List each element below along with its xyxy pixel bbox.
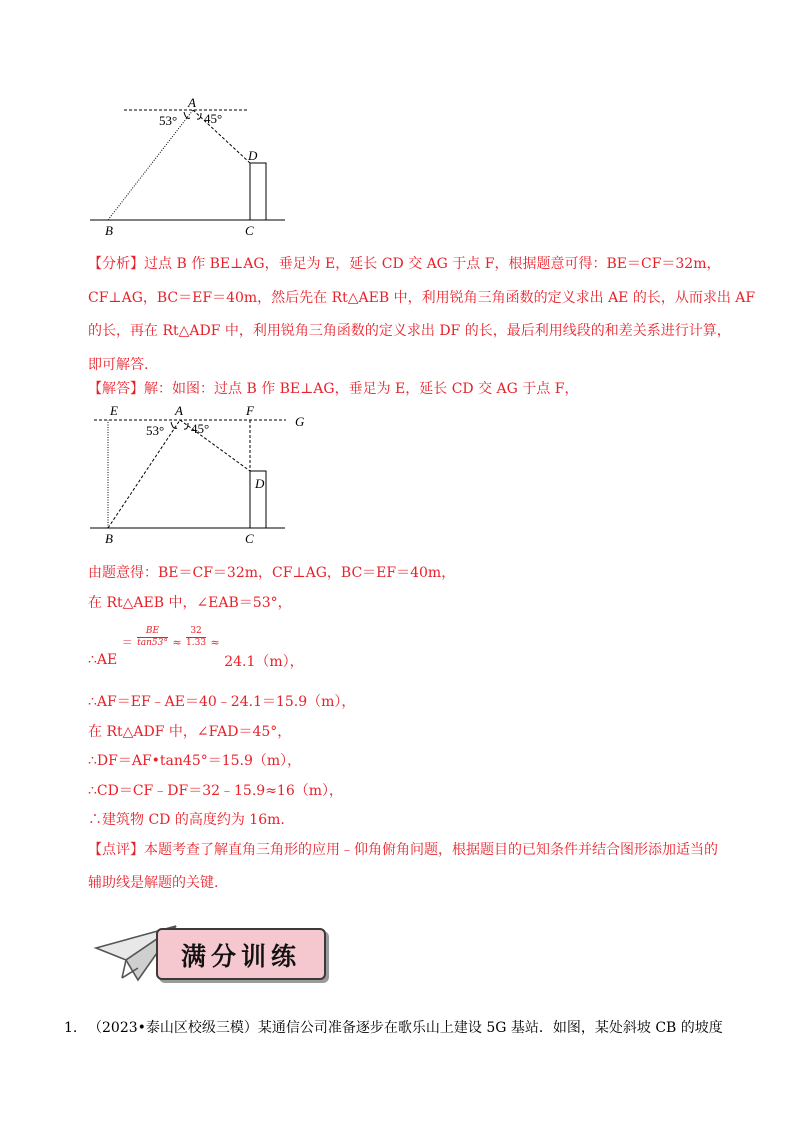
solution-step-8: ∴建筑物 CD 的高度约为 16m. [88,812,285,828]
solution-intro: 【解答】解：如图：过点 B 作 BE⊥AG，垂足为 E，延长 CD 交 AG 于点 F， [88,381,579,397]
label-angle-53: 53° [146,423,165,438]
fraction-32-133: $\frac{32}{1.33}$ [186,626,207,648]
comment-line-2: 辅助线是解题的关键. [88,875,219,891]
figure-1 [80,90,300,240]
angle-arc-left [171,422,177,428]
solution-step-4: ∴AF＝EF﹣AE＝40﹣24.1＝15.9（m）， [88,694,356,710]
solution-step-6: ∴DF＝AF•tan45°＝15.9（m）， [88,753,302,769]
analysis-line-2: CF⊥AG，BC＝EF＝40m，然后先在 Rt△AEB 中，利用锐角三角函数的定义求出 AE 的长，从而求出 AF [88,290,756,306]
label-angle-53: 53° [159,113,178,128]
banner-box [156,928,326,980]
analysis-line-4: 即可解答. [88,357,149,373]
banner-title: 满分训练 [180,942,301,971]
question-number: 1. [64,1020,78,1036]
label-d: D [255,476,265,491]
line-ab [108,420,180,528]
label-e: E [110,403,118,418]
solution-step-7: ∴CD＝CF﹣DF＝32﹣15.9≈16（m）， [88,783,344,799]
label-f: F [246,403,254,418]
label-c: C [245,223,254,238]
figure-2 [80,398,320,548]
solution-step-5: 在 Rt△ADF 中，∠FAD＝45°， [88,724,292,740]
solution-step-3: ∴AE ＝ $\frac{BE}{\tan 53^\circ}$ ≈ $\frac{32}{1.33}$ ≈ 24.1（m）， [88,626,304,670]
comment-line-1: 【点评】本题考查了解直角三角形的应用﹣仰角俯角问题，根据题目的已知条件并结合图形添加适当的 [88,842,718,858]
fraction-be-tan53: $\frac{BE}{\tan 53^\circ}$ [137,626,168,648]
analysis-line-1: 【分析】过点 B 作 BE⊥AG，垂足为 E，延长 CD 交 AG 于点 F，根据题意可得：BE＝CF＝32m， [88,256,721,272]
label-a: A [188,95,196,110]
label-angle-45: 45° [191,421,210,436]
label-d: D [248,148,258,163]
label-a: A [175,403,183,418]
ae-prefix: ∴AE [88,651,118,668]
solution-step-1: 由题意得：BE＝CF＝32m，CF⊥AG，BC＝EF＝40m， [88,565,456,581]
solution-step-2: 在 Rt△AEB 中，∠EAB＝53°， [88,595,292,611]
question-text: （2023•泰山区校级三模）某通信公司准备逐步在歌乐山上建设 5G 基站．如图，某处斜坡 CB 的坡度 [88,1020,723,1036]
building-cd [250,163,266,220]
ae-result: 24.1（m）， [224,653,304,670]
label-angle-45: 45° [204,111,223,126]
label-c: C [245,531,254,546]
label-b: B [105,223,113,238]
label-b: B [105,531,113,546]
line-ab [108,110,193,220]
analysis-line-3: 的长，再在 Rt△ADF 中，利用锐角三角函数的定义求出 DF 的长，最后利用线段的和差关系进行计算， [88,323,731,339]
label-g: G [295,414,305,429]
section-banner [92,922,332,984]
